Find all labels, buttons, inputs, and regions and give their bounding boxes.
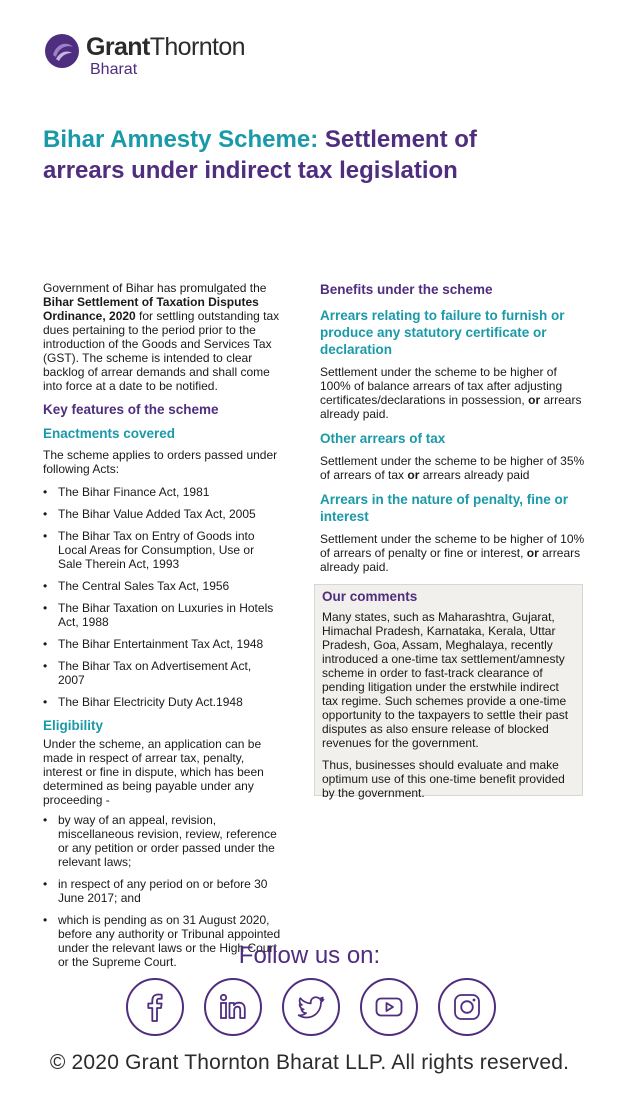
- list-item: • in respect of any period on or before 30 June 2017; and: [43, 877, 281, 905]
- brand-name: [86, 33, 245, 61]
- youtube-icon: [374, 992, 404, 1022]
- follow-us-label: Follow us on:: [238, 942, 381, 969]
- list-item: • The Bihar Entertainment Tax Act, 1948: [43, 637, 281, 651]
- benefit-text-3: [320, 532, 588, 574]
- title-teal: Bihar Amnesty Scheme:: [43, 126, 319, 153]
- list-item: • The Bihar Tax on Entry of Goods into Local Areas for Consumption, Use or Sale Therein Act, 1993: [43, 529, 281, 571]
- instagram-icon: [452, 992, 482, 1022]
- benefit-heading-3: Arrears in the nature of penalty, fine or interest: [320, 492, 569, 524]
- list-item: • The Bihar Finance Act, 1981: [43, 485, 281, 499]
- benefit-1-before: Settlement under the scheme to be higher of 100% of balance arrears of tax after adjusting certificates/declarations in possession,: [320, 365, 563, 407]
- benefit-text-1: [320, 365, 588, 421]
- enactments-heading: Enactments covered: [43, 426, 176, 441]
- intro-text-before: Government of Bihar has promulgated the: [43, 281, 267, 295]
- benefit-3-after: arrears already paid.: [320, 546, 581, 574]
- benefit-3-before: Settlement under the scheme to be higher of 10% of arrears of penalty or fine or interest,: [320, 532, 585, 560]
- linkedin-link[interactable]: [204, 978, 262, 1036]
- key-features-heading: Key features of the scheme: [43, 402, 219, 417]
- facebook-icon: [140, 992, 170, 1022]
- list-item: • The Bihar Value Added Tax Act, 2005: [43, 507, 281, 521]
- our-comments-box: [314, 584, 583, 800]
- brand-logo: [44, 33, 245, 79]
- list-item: • which is pending as on 31 August 2020, before any authority or Tribunal appointed under the relevant laws or the High Court or the Supreme Court.: [43, 913, 281, 969]
- comments-heading: Our comments: [322, 589, 418, 604]
- list-item: • The Bihar Taxation on Luxuries in Hotels Act, 1988: [43, 601, 281, 629]
- left-column: [43, 281, 281, 977]
- social-links: [126, 978, 496, 1036]
- benefit-2-after: arrears already paid: [419, 468, 530, 482]
- benefit-2-or: or: [407, 468, 420, 482]
- title-purple-2: arrears under indirect tax legislation: [43, 157, 458, 184]
- benefit-2-before: Settlement under the scheme to be higher of 35% of arrears of tax: [320, 454, 585, 482]
- twitter-icon: [296, 992, 326, 1022]
- eligibility-heading: Eligibility: [43, 718, 104, 733]
- intro-paragraph: [43, 281, 281, 393]
- enactments-intro: The scheme applies to orders passed under following Acts:: [43, 448, 278, 476]
- list-item: • The Bihar Tax on Advertisement Act, 2007: [43, 659, 281, 687]
- youtube-link[interactable]: [360, 978, 418, 1036]
- title-purple-1: Settlement of: [318, 126, 477, 153]
- grant-thornton-logo-icon: [44, 33, 80, 69]
- linkedin-icon: [218, 992, 248, 1022]
- copyright-notice: © 2020 Grant Thornton Bharat LLP. All rights reserved.: [49, 1051, 570, 1074]
- brand-subtitle: Bharat: [90, 61, 138, 78]
- brand-name-regular: Thornton: [149, 33, 245, 61]
- brand-name-bold: Grant: [86, 33, 150, 61]
- benefit-3-or: or: [526, 546, 539, 560]
- page-title: [43, 124, 563, 186]
- instagram-link[interactable]: [438, 978, 496, 1036]
- list-item: • The Central Sales Tax Act, 1956: [43, 579, 281, 593]
- comments-paragraph-1: Many states, such as Maharashtra, Gujarat, Himachal Pradesh, Karnataka, Kerala, Uttar Pradesh, Goa, Assam, Meghalaya, recently introduced a one-time tax settlement/amnesty scheme in order to fast-track clearance of pending litigation under the erstwhile indirect tax regime. Such schemes provide a one-time opportunity to the taxpayers to settle their past disputes as also ensure release of blocked revenues for the government.: [322, 610, 569, 750]
- twitter-link[interactable]: [282, 978, 340, 1036]
- right-column: [320, 281, 588, 582]
- list-item: • The Bihar Electricity Duty Act.1948: [43, 695, 281, 709]
- list-item: • by way of an appeal, revision, miscellaneous revision, review, reference or any petition or order passed under the relevant laws;: [43, 813, 281, 869]
- benefit-heading-2: Other arrears of tax: [320, 431, 446, 446]
- acts-list: [43, 485, 281, 709]
- intro-text-after: for settling outstanding tax dues pertaining to the period prior to the introduction of the Goods and Services Tax (GST). The scheme is intended to clear backlog of arrear demands and shall come into force at a date to be notified.: [43, 309, 280, 393]
- benefit-1-after: arrears already paid.: [320, 393, 582, 421]
- benefit-1-or: or: [528, 393, 541, 407]
- facebook-link[interactable]: [126, 978, 184, 1036]
- benefit-heading-1: Arrears relating to failure to furnish or produce any statutory certificate or declaration: [320, 308, 565, 357]
- eligibility-intro: Under the scheme, an application can be made in respect of arrear tax, penalty, interest or fine in dispute, which has been determined as being payable under any proceeding -: [43, 737, 264, 807]
- intro-ordinance: Bihar Settlement of Taxation Disputes Ordinance, 2020: [43, 295, 259, 323]
- comments-paragraph-2: Thus, businesses should evaluate and make optimum use of this one-time benefit provided by the government.: [322, 758, 565, 800]
- benefit-text-2: [320, 454, 588, 482]
- benefits-heading: Benefits under the scheme: [320, 282, 493, 297]
